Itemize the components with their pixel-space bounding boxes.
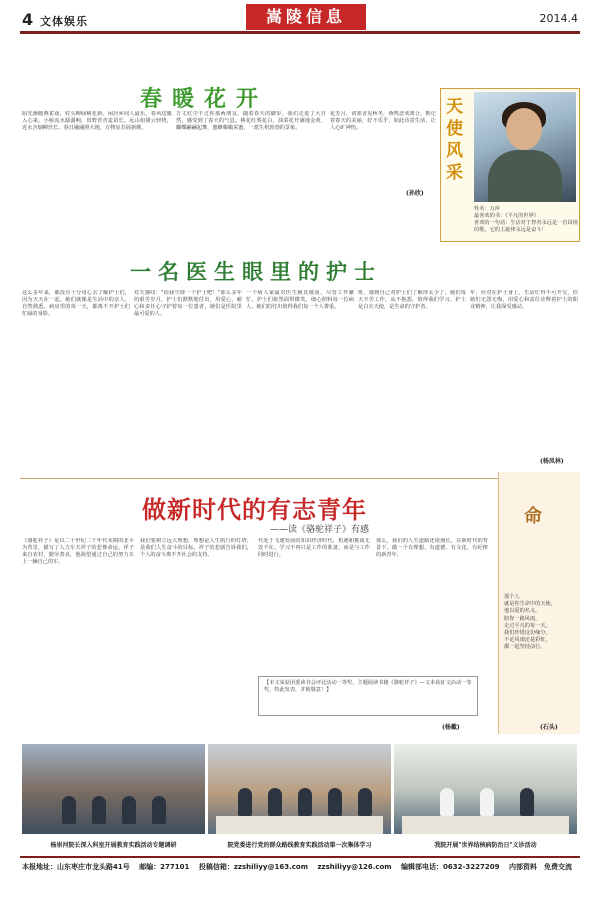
photo-person — [298, 788, 312, 816]
article3-column-3: 代处于飞速发展的知识经济时代，机遇和挑战无处不在。学习不再只是工作的准备，而是与工作同时进行。 — [258, 538, 370, 558]
profile-title: 天使风采 — [446, 97, 463, 183]
photo-caption-3: 我院开展"世界结核病防治日"义诊活动 — [434, 842, 537, 849]
profile-favorite-quote: 喜欢的一句话：生活对于智者永远是一首昂扬的歌，它的主旋律永远是奋斗！ — [474, 220, 578, 233]
article1-title: 春暖花开 — [140, 86, 269, 112]
footer-postcode: 邮编：277101 — [139, 863, 190, 871]
poem-line: 不论风雨还是彩虹， — [504, 637, 551, 644]
poem-line: 陪你一路风雨， — [504, 615, 541, 622]
photo-person — [480, 788, 494, 816]
article3-column-4: 那么，我们的人生道路还很漫长，在新时代的背景下，做一个有理想、有道德、有文化、有纪律的新青年。 — [376, 538, 488, 558]
poem-line: 我们珍惜这份缘分， — [504, 630, 551, 637]
article2-column-5: 年，应对在护士身上，生活忙得不可开交，但她们无怨无悔，用爱心和责任诠释着护士的职业精神，让我深受感动。 — [470, 290, 578, 310]
footer-phone: 编辑部电话：0632-3227209 — [401, 863, 500, 871]
article3-title: 做新时代的有志青年 — [142, 495, 367, 524]
page-number: 4 — [22, 10, 34, 29]
article1-author: (孙欣) — [406, 190, 424, 197]
photo-caption-1: 杨崇河院长深入科室开展教育实践活动专题调研 — [50, 842, 177, 849]
photo-person — [92, 796, 106, 824]
issue-date: 2014.4 — [539, 12, 578, 25]
page-footer — [22, 862, 580, 872]
article2-title: 一名医生眼里的护士 — [130, 259, 382, 284]
poem-line: 都一起坚持前行。 — [504, 644, 546, 651]
article2-column-2: 对天感叹："给我空降一个护士吧！"那么多年的艰苦岁月，护士们默默地付出，用爱心、耐心和责任心守护着每一位患者，她们是医院里最可爱的人。 — [134, 290, 242, 317]
poem-line: 他以爱的名义， — [504, 608, 541, 615]
photo-caption-2: 院党委进行党的群众路线教育实践活动第一次集体学习 — [227, 842, 372, 849]
footer-email-2: zzshiliyy@126.com — [317, 863, 392, 871]
photo-table — [216, 816, 383, 834]
article3-note: 【本文荣获团委读书会评比活动一等奖，主题阅读书籍《骆驼祥子》—文本获征文活动一等奖，特此发表，并致敬意！】 — [258, 676, 478, 716]
poem-text — [504, 594, 576, 652]
article3-column-1: 《骆驼祥子》是以二十世纪二十年代末期的北平为背景，描写了人力车夫祥子的悲惨命运。祥子来自农村，勤劳善良，他渴望通过自己的努力买上一辆自己的车。 — [22, 538, 134, 565]
footer-address: 本报地址：山东枣庄市龙头路41号 — [22, 863, 130, 871]
article2-column-3: 一个病人家属对医生极其敬重，尽管工作繁忙，护士们依然面带微笑，细心照料每一位病人，她们的付出值得我们每一个人尊重。 — [246, 290, 354, 310]
article2-column-4: 班，感到自己对护士们了解得太少了，她们每天辛苦工作，从不抱怨，值得我们学习。护士是白衣天使，是生命的守护者。 — [358, 290, 466, 310]
section-name: 文体娱乐 — [40, 15, 88, 28]
photo-clinic-event — [394, 744, 577, 834]
photo-person — [520, 788, 534, 816]
profile-bio — [474, 206, 578, 234]
article2-author: (杨凤林) — [540, 458, 564, 465]
article2-column-1: 这么多年来，都没有十分用心去了解护士们，因为天天在一起。她们就像是生活中的亲人，自然熟悉。病房里的每一天，都离不开护士们忙碌的身影。 — [22, 290, 130, 317]
poem-line: 那个人 — [504, 594, 520, 600]
profile-photo — [474, 92, 576, 202]
footer-rule — [20, 856, 580, 858]
photo-body-shape — [488, 150, 562, 202]
profile-favorite-book: 最喜欢的书：《平凡的世界》 — [474, 213, 539, 219]
article3-column-2: 我们要树立远大理想，理想是人生航行的灯塔，是我们人生奋斗的目标。祥子的悲剧告诉我们，个人的奋斗离不开社会的支持。 — [140, 538, 252, 558]
article3-author: (杨戴) — [442, 724, 460, 731]
photo-survey — [22, 744, 205, 834]
footer-circulation: 内部资料 免费交流 — [508, 863, 572, 871]
profile-name: 姓名：万萍 — [474, 206, 500, 212]
article1-column-1: 阳光渐暖燕雀戏，村头柳绿桃花新。闲居乡间人最乐，春风送暖入心来。小桥流水潺潺响，田野青青麦苗长。远山如黛云轻绕，近水含烟柳丝长。春日融融照大地，万物复苏展新颜。 — [22, 111, 172, 131]
masthead-logo: 嵩陵信息 — [246, 4, 366, 30]
photo-person — [152, 796, 166, 824]
photo-person — [358, 788, 372, 816]
photo-person — [328, 788, 342, 816]
poem-title: 命 — [524, 506, 542, 527]
poem-author: (石头) — [540, 724, 558, 731]
footer-email-1: 投稿信箱：zzshiliyy@163.com — [198, 863, 309, 871]
header-rule — [20, 31, 580, 34]
article1-column-3: 花芳月，词墨香见秋冬，燕鸣悲欢离合。默记着春天的美丽，好不乐乎，如此诗意生活，让人心旷神怡。 — [330, 111, 436, 131]
poem-line: 就是你生命中的天使， — [504, 601, 556, 608]
photo-table — [402, 816, 569, 834]
photo-head-shape — [506, 108, 542, 150]
photo-person — [62, 796, 76, 824]
photo-person — [122, 796, 136, 824]
photo-person — [440, 788, 454, 816]
photo-person — [268, 788, 282, 816]
section-divider — [20, 478, 580, 479]
page-header — [0, 0, 600, 40]
article1-column-2: 万丈红尘不过你那两朋友。随着春天的脚步，我们走进了大自然，感受到了春天的气息。桃花红梨花白，油菜花开满地金黄，蝴蝶翩翩起舞，蜜蜂嗡嗡采蜜，一派生机勃勃的景象。 — [176, 111, 326, 131]
photo-study-session — [208, 744, 391, 834]
poem-line: 走过平凡的每一天。 — [504, 622, 551, 629]
photo-person — [238, 788, 252, 816]
article3-subtitle: ——读《骆驼祥子》有感 — [270, 525, 370, 535]
